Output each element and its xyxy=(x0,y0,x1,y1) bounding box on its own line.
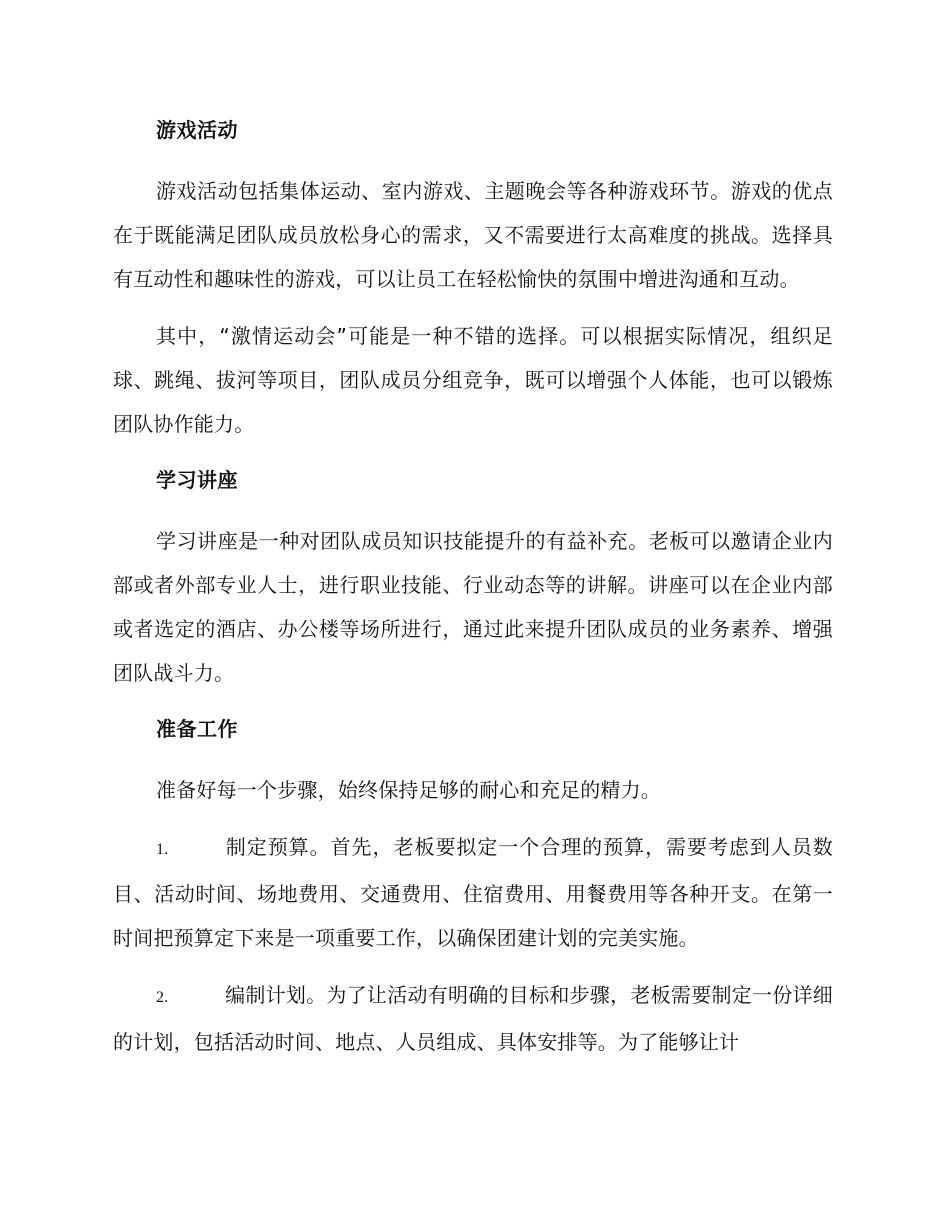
paragraph: 准备好每一个步骤，始终保持足够的耐心和充足的精力。 xyxy=(156,778,661,802)
item-number: 1. xyxy=(156,841,169,858)
section-heading-lectures: 学习讲座 xyxy=(156,468,238,492)
paragraph: 学习讲座是一种对团队成员知识技能提升的有益补充。老板可以邀请企业内部或者外部专业人士，进行职业技能、行业动态等的讲解。讲座可以在企业内部或者选定的酒店、办公楼等场所进行，通过此来提升团队成员的业务素养、增强团队战斗力。 xyxy=(113,529,833,685)
item-text: 编制计划。为了让活动有明确的目标和步骤，老板需要制定一份详细的计划，包括活动时间、地点、人员组成、具体安排等。为了能够让计 xyxy=(113,983,833,1054)
item-number: 2. xyxy=(156,989,169,1006)
document-body xyxy=(113,109,833,1077)
item-text: 制定预算。首先，老板要拟定一个合理的预算，需要考虑到人员数目、活动时间、场地费用、交通费用、住宿费用、用餐费用等各种开支。在第一时间把预算定下来是一项重要工作，以确保团建计划的完美实施。 xyxy=(113,835,833,950)
section-heading-games: 游戏活动 xyxy=(156,118,238,142)
numbered-item xyxy=(113,825,833,960)
paragraph: 游戏活动包括集体运动、室内游戏、主题晚会等各种游戏环节。游戏的优点在于既能满足团队成员放松身心的需求，又不需要进行太高难度的挑战。选择具有互动性和趣味性的游戏，可以让员工在轻松愉快的氛围中增进沟通和互动。 xyxy=(113,179,833,291)
numbered-item xyxy=(113,973,833,1064)
section-heading-preparation: 准备工作 xyxy=(156,717,238,741)
paragraph: 其中，“激情运动会”可能是一种不错的选择。可以根据实际情况，组织足球、跳绳、拔河等项目，团队成员分组竞争，既可以增强个人体能，也可以锻炼团队协作能力。 xyxy=(113,324,833,436)
